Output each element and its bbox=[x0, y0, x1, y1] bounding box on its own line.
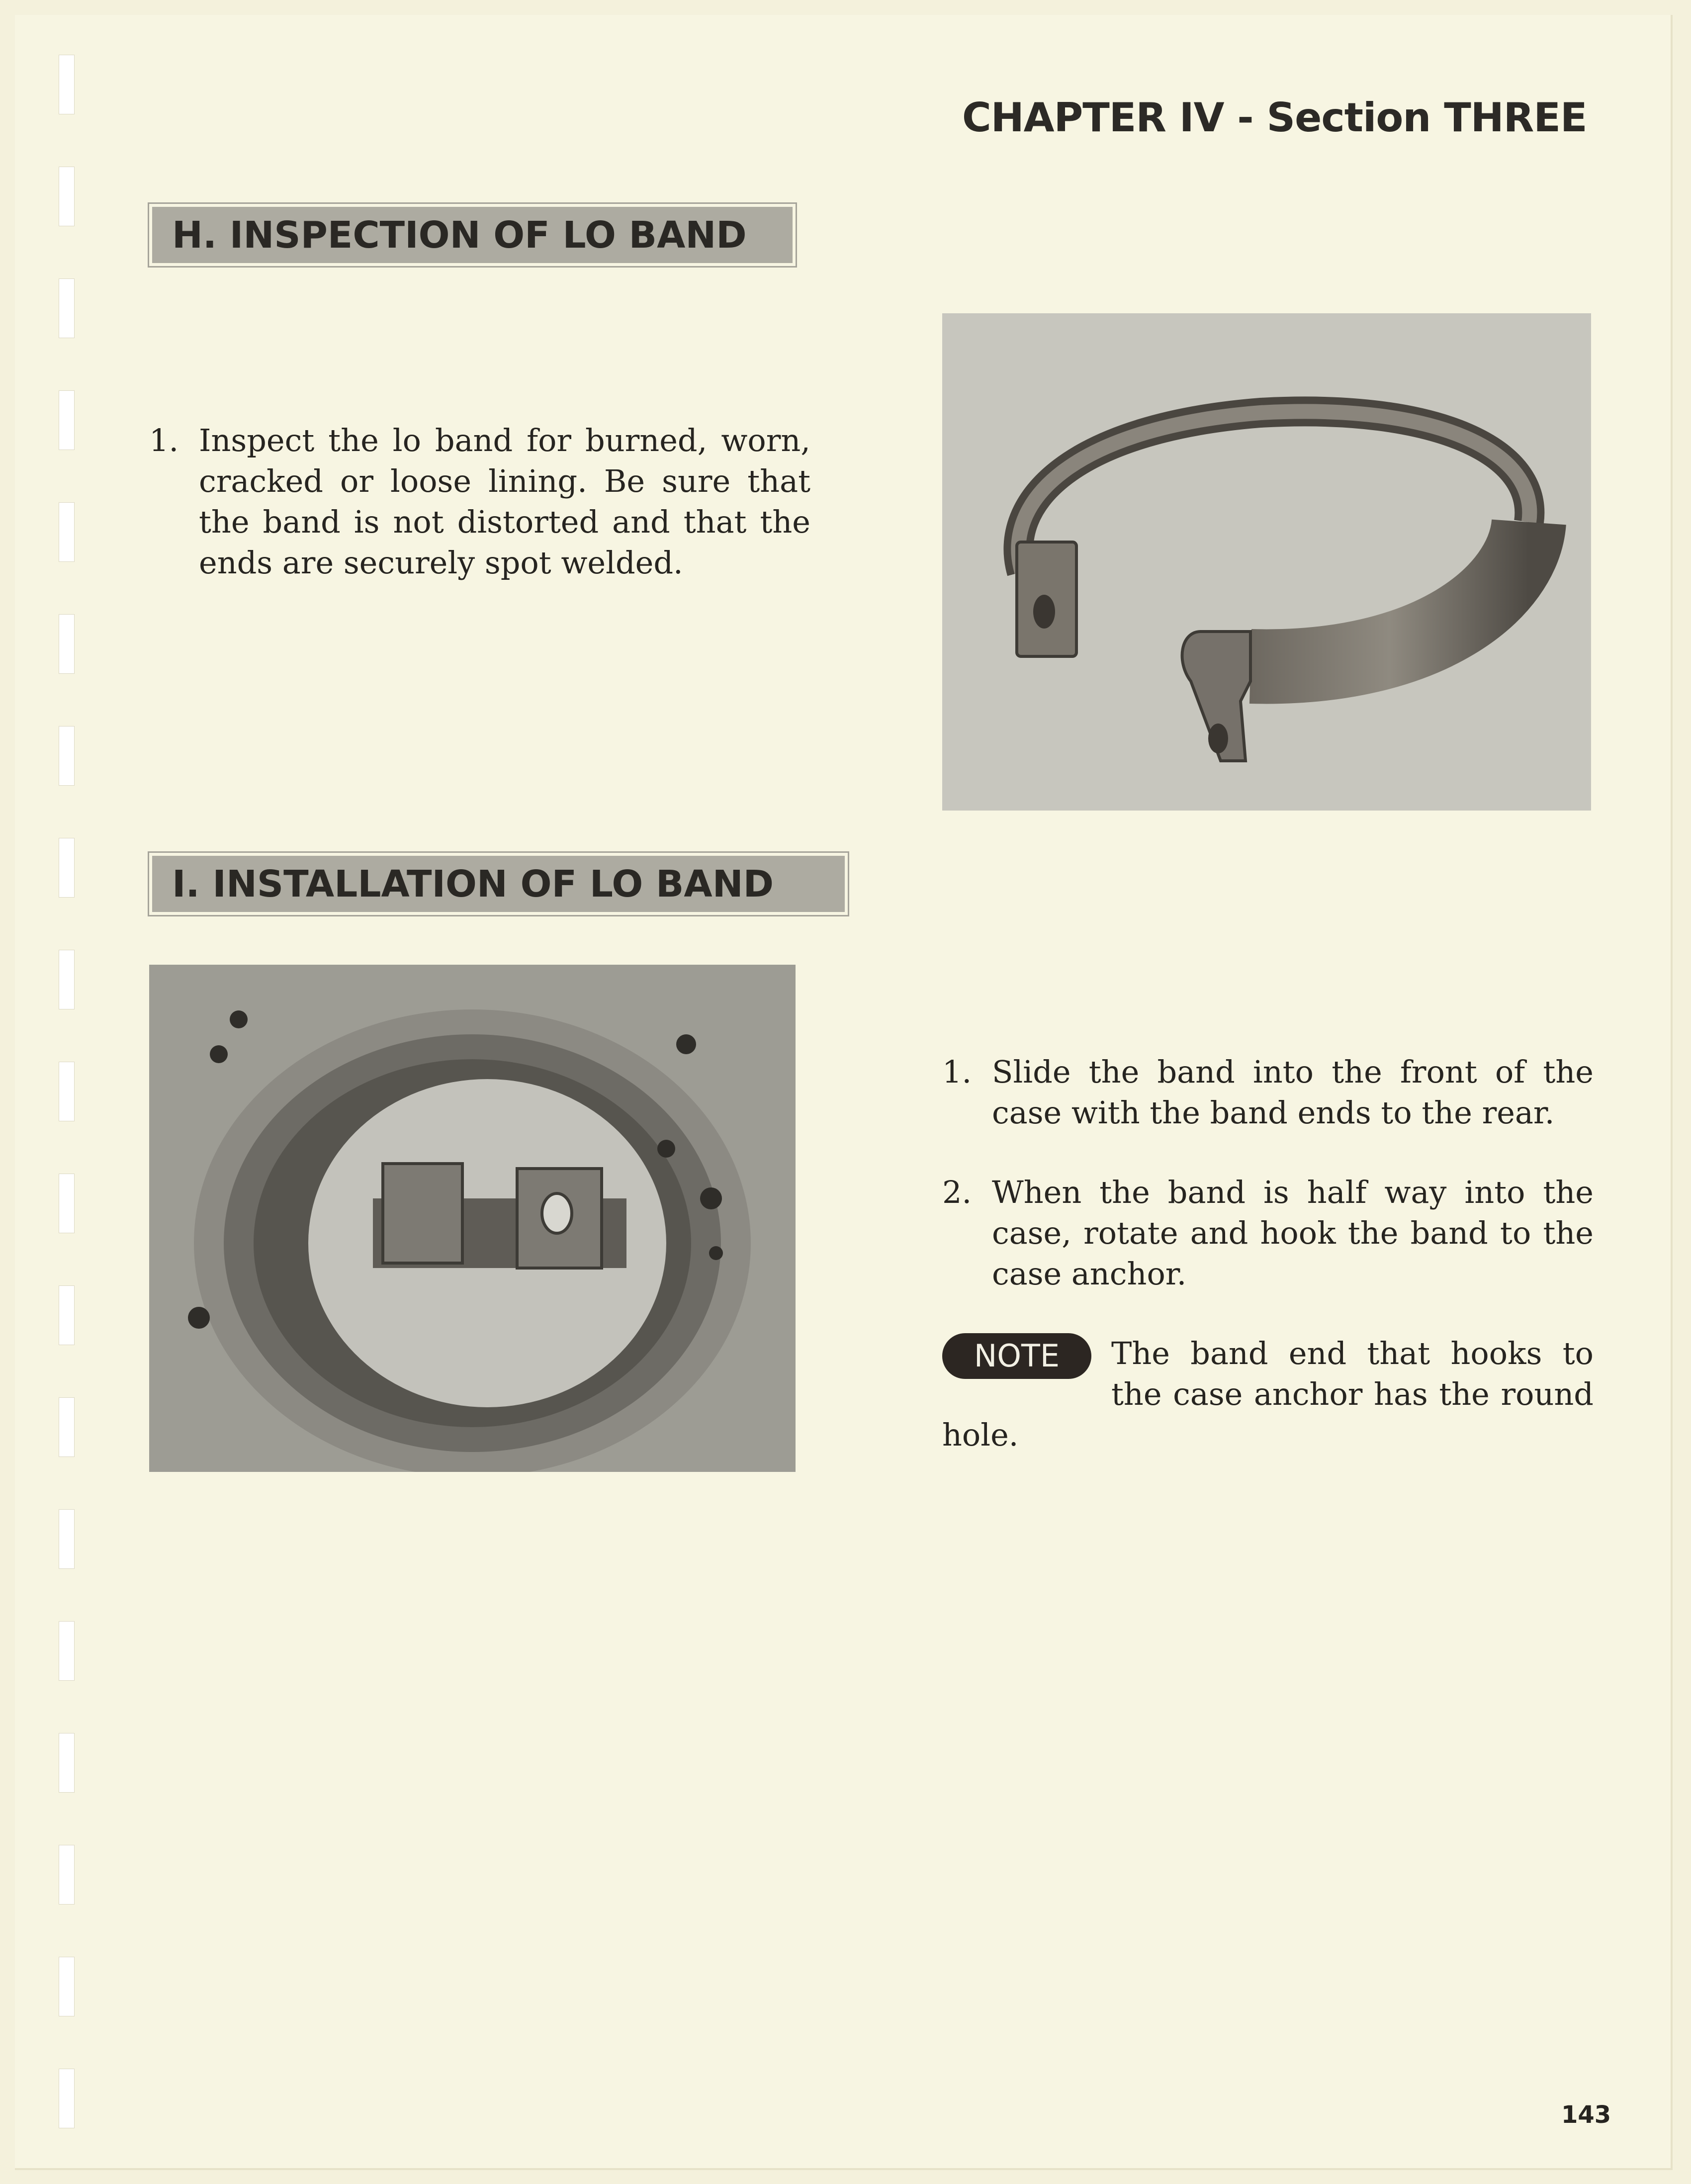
binder-hole bbox=[59, 1733, 75, 1793]
step-text: When the band is half way into the case, rotate and hook the band to the case anchor. bbox=[992, 1174, 1594, 1292]
binder-hole bbox=[59, 502, 75, 562]
binder-hole bbox=[59, 1845, 75, 1905]
note-text: The band end that hooks to the case anchor has the round hole. bbox=[942, 1335, 1594, 1453]
section-i-heading: I. INSTALLATION OF LO BAND bbox=[149, 853, 848, 915]
step-number: 1. bbox=[942, 1054, 972, 1090]
step-number: 2. bbox=[942, 1174, 972, 1210]
binder-hole bbox=[59, 838, 75, 898]
step-text: Slide the band into the front of the case with the band ends to the rear. bbox=[992, 1054, 1594, 1131]
binder-hole bbox=[59, 1509, 75, 1569]
binder-hole bbox=[59, 1397, 75, 1457]
section-h-steps bbox=[149, 420, 810, 622]
step-item bbox=[942, 1052, 1594, 1133]
binder-hole bbox=[59, 726, 75, 786]
binder-hole bbox=[59, 1621, 75, 1681]
page-number: 143 bbox=[1561, 2101, 1611, 2129]
binder-hole bbox=[59, 614, 75, 674]
binder-hole bbox=[59, 167, 75, 226]
note bbox=[942, 1333, 1594, 1456]
lo-band-photo bbox=[942, 313, 1591, 811]
binder-hole bbox=[59, 1285, 75, 1345]
case-installation-photo bbox=[149, 965, 796, 1472]
binder-hole bbox=[59, 278, 75, 338]
step-text: Inspect the lo band for burned, worn, cracked or loose lining. Be sure that the band is not distorted and that the ends are securely spot welded. bbox=[199, 422, 810, 581]
binder-hole bbox=[59, 55, 75, 114]
section-i-steps bbox=[942, 1052, 1594, 1456]
step-item bbox=[942, 1172, 1594, 1294]
manual-page bbox=[15, 15, 1673, 2170]
note-badge: NOTE bbox=[942, 1333, 1091, 1379]
section-h-heading: H. INSPECTION OF LO BAND bbox=[149, 204, 796, 266]
binder-hole bbox=[59, 1062, 75, 1121]
binder-hole bbox=[59, 950, 75, 1009]
binder-hole bbox=[59, 2069, 75, 2128]
binder-hole bbox=[59, 390, 75, 450]
step-item bbox=[149, 420, 810, 583]
binder-hole bbox=[59, 1174, 75, 1233]
chapter-title: CHAPTER IV - Section THREE bbox=[962, 94, 1587, 141]
step-number: 1. bbox=[149, 422, 179, 458]
binder-hole bbox=[59, 1957, 75, 2016]
